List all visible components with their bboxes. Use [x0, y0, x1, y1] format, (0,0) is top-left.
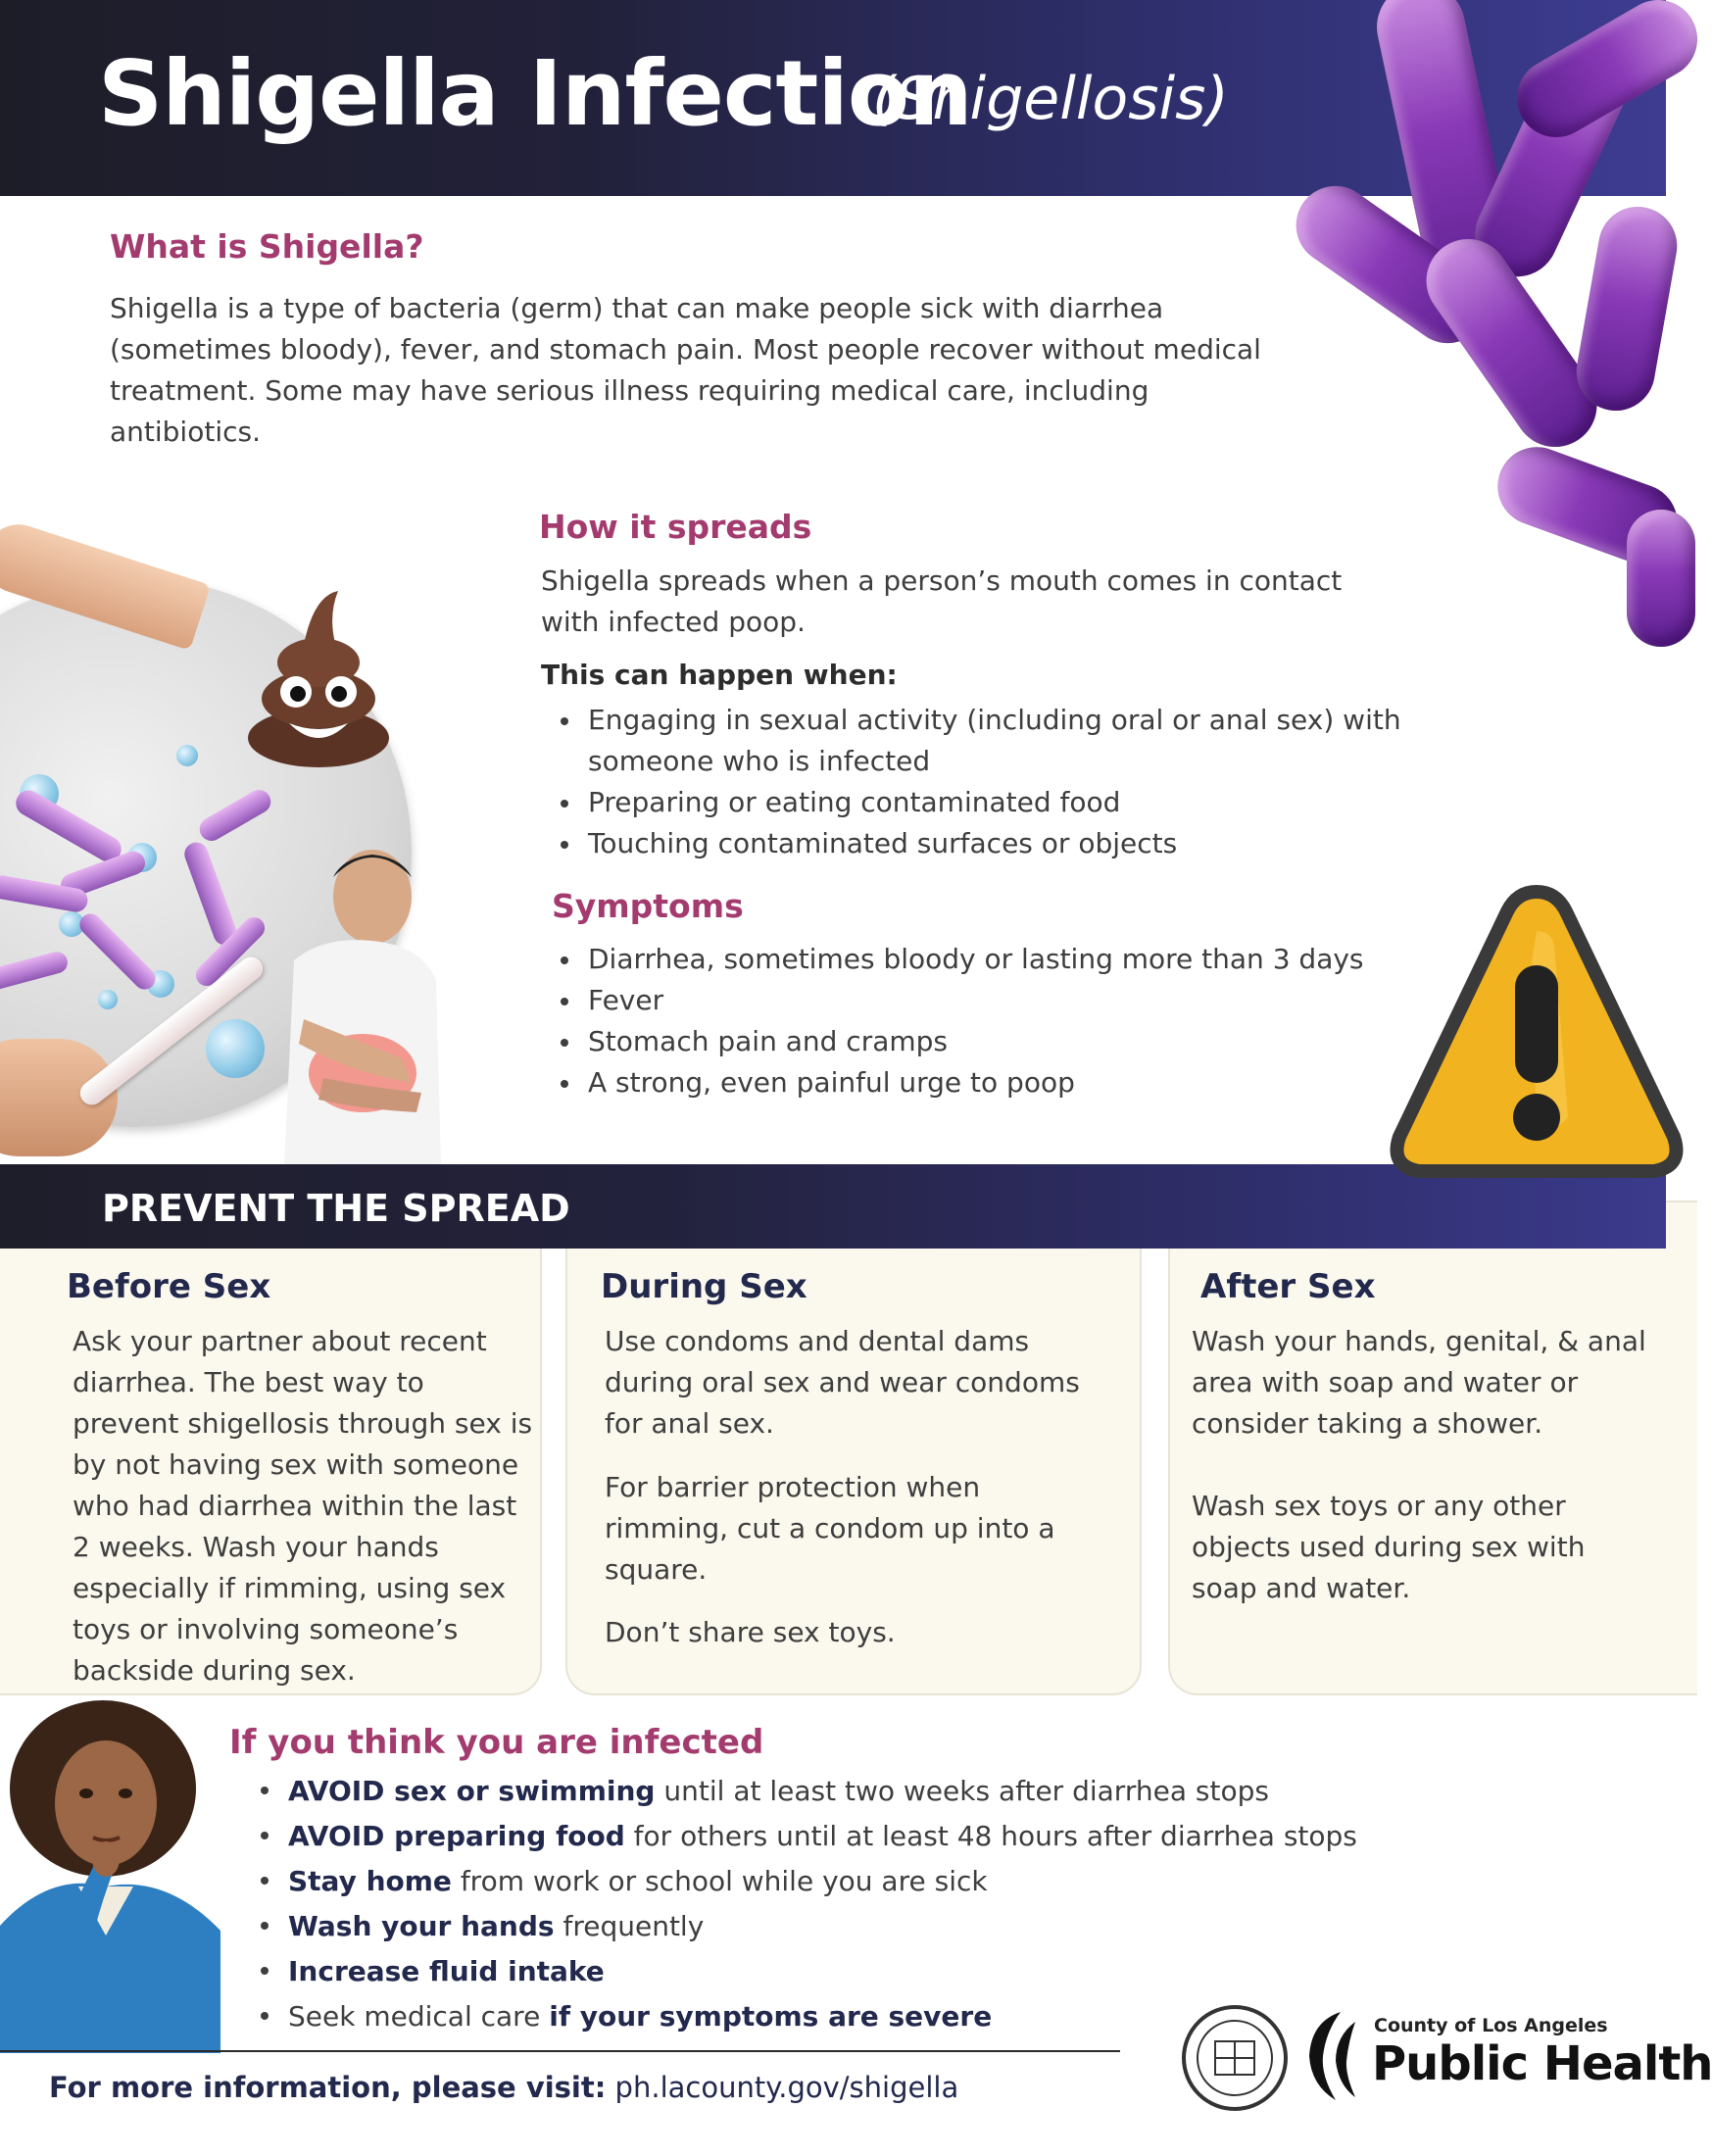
list-item: Stomach pain and cramps: [549, 1021, 1431, 1062]
list-item: Engaging in sexual activity (including oral or anal sex) with someone who is infected: [549, 700, 1411, 782]
symptoms-heading: Symptoms: [552, 887, 744, 925]
county-seal-icon: [1181, 2004, 1289, 2112]
warning-icon: [1390, 872, 1684, 1196]
poop-emoji-icon: [245, 576, 392, 772]
logo-county-text: County of Los Angeles: [1374, 2015, 1608, 2036]
list-item: AVOID preparing food for others until at least 48 hours after diarrhea stops: [249, 1814, 1376, 1859]
after-sex-text: Wash your hands, genital, & anal area with soap and water or consider taking a shower.: [1192, 1325, 1646, 1440]
spread-body: Shigella spreads when a person’s mouth comes in contact with infected poop.: [541, 564, 1343, 638]
thinking-woman-illustration: [0, 1700, 220, 2053]
during-sex-text: Use condoms and dental dams during oral sex and wear condoms for anal sex.: [605, 1325, 1080, 1440]
list-item: Touching contaminated surfaces or objects: [549, 823, 1411, 864]
before-sex-title: Before Sex: [67, 1267, 271, 1306]
list-item: Fever: [549, 980, 1431, 1021]
spread-list: [549, 700, 1411, 864]
page-subtitle: (Shigellosis): [872, 65, 1229, 133]
footer-label: For more information, please visit:: [49, 2071, 607, 2104]
footer-info: [49, 2071, 958, 2104]
man-stomach-pain-illustration: [265, 843, 451, 1166]
logo-public-health-text: Public Health: [1372, 2036, 1712, 2091]
after-sex-title: After Sex: [1200, 1267, 1376, 1306]
what-heading: What is Shigella?: [110, 227, 424, 266]
infected-list: [249, 1769, 1376, 2039]
during-sex-text: Don’t share sex toys.: [605, 1616, 896, 1648]
during-sex-title: During Sex: [601, 1267, 807, 1306]
before-sex-text: Ask your partner about recent diarrhea. The best way to prevent shigellosis through sex is by not having sex with someone who had diarrhea within the last 2 weeks. Wash your hands especially if rimming, using sex toys or involving someone’s backside during sex.: [73, 1325, 533, 1687]
list-item: Seek medical care if your symptoms are severe: [249, 1994, 1376, 2039]
footer-divider: [0, 2050, 1120, 2052]
footer-link[interactable]: ph.lacounty.gov/shigella: [606, 2071, 959, 2104]
during-sex-text: For barrier protection when rimming, cut a condom up into a square.: [605, 1471, 1055, 1586]
infected-heading: If you think you are infected: [229, 1723, 764, 1762]
spread-heading: How it spreads: [539, 508, 812, 546]
list-item: Stay home from work or school while you are sick: [249, 1859, 1376, 1904]
after-sex-text: Wash sex toys or any other objects used during sex with soap and water.: [1192, 1490, 1586, 1604]
list-item: A strong, even painful urge to poop: [549, 1062, 1431, 1103]
public-health-mark-icon: [1301, 2007, 1370, 2105]
symptoms-list: [549, 939, 1431, 1103]
list-item: Wash your hands frequently: [249, 1904, 1376, 1949]
spread-subheading: This can happen when:: [541, 659, 898, 691]
list-item: Increase fluid intake: [249, 1949, 1376, 1994]
list-item: AVOID sex or swimming until at least two weeks after diarrhea stops: [249, 1769, 1376, 1814]
what-body: Shigella is a type of bacteria (germ) that can make people sick with diarrhea (sometimes bloody), fever, and stomach pain. Most people recover without medical treatment. Some may have serious illness requiring medical care, including antibiotics.: [110, 292, 1261, 448]
page-title: Shigella Infection: [98, 41, 972, 146]
list-item: Diarrhea, sometimes bloody or lasting more than 3 days: [549, 939, 1431, 980]
list-item: Preparing or eating contaminated food: [549, 782, 1411, 823]
prevent-title: PREVENT THE SPREAD: [102, 1187, 570, 1230]
